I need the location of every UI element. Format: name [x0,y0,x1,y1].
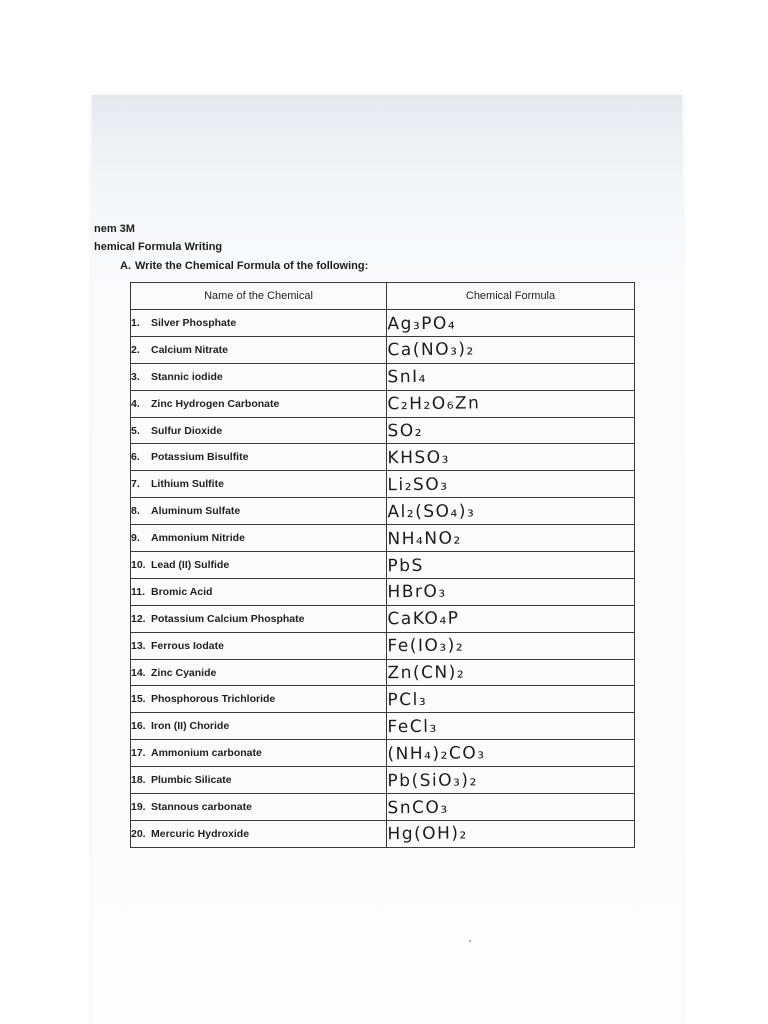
table-row [131,363,635,390]
handwritten-formula: NH₄NO₂ [386,528,462,550]
course-heading: nem 3M [94,223,135,235]
chemical-name: Calcium Nitrate [151,343,229,356]
chemical-formula-cell [386,443,634,472]
table-row [131,578,635,605]
table-row [131,686,635,713]
chemical-formula-cell [386,712,634,741]
chemical-name: Sulfur Dioxide [151,424,223,437]
table-header-row [131,283,635,310]
chemical-formula-cell [386,470,634,499]
chemical-name-cell [131,498,387,525]
table-row [131,605,635,632]
chemical-name: Aluminum Sulfate [151,505,241,518]
row-number: 18. [131,774,146,787]
handwritten-formula: Zn(CN)₂ [386,662,465,684]
handwritten-formula: PCl₃ [386,690,427,711]
chemical-formula-cell [386,577,634,606]
handwritten-formula: (NH₄)₂CO₃ [386,743,486,765]
handwritten-formula: PbS [386,555,424,577]
chemical-name: Lithium Sulfite [151,478,224,491]
row-number: 14. [131,666,146,679]
chemical-name: Lead (II) Sulfide [151,558,230,571]
table-row [131,498,635,525]
row-number: 8. [131,505,140,518]
column-header-name: Name of the Chemical [131,283,387,310]
chemical-name-cell [131,336,387,363]
chemical-name-cell [131,659,387,686]
chemical-name-cell [131,390,387,417]
handwritten-formula: Hg(OH)₂ [386,824,468,846]
chemical-formula-cell [386,362,634,391]
chemical-name: Zinc Hydrogen Carbonate [151,397,280,410]
row-number: 19. [131,800,146,813]
chemical-name: Plumbic Silicate [151,774,232,787]
chemical-name-cell [131,310,387,337]
row-number: 12. [131,612,146,625]
chemical-name: Bromic Acid [151,585,213,598]
chemical-name: Ferrous Iodate [151,639,224,652]
chemical-name-cell [131,605,387,632]
table-row [131,336,635,363]
row-number: 7. [131,478,140,491]
chemical-formula-cell [386,819,634,848]
chemical-name: Zinc Cyanide [151,666,217,679]
chemical-formula-cell [386,335,634,364]
row-number: 15. [131,693,146,706]
chemical-name-cell [131,767,387,794]
chemical-name: Stannous carbonate [151,800,252,813]
chemical-name-cell [131,363,387,390]
chemical-formula-cell [386,389,634,418]
row-number: 10. [131,558,146,571]
chemical-formula-cell [386,496,634,525]
chemical-formula-cell [386,792,634,821]
chemical-formula-cell [386,308,634,337]
table-row [131,794,635,821]
table-row [131,390,635,417]
handwritten-formula: Al₂(SO₄)₃ [386,501,475,523]
table-row [131,713,635,740]
chemical-name-cell [131,820,387,847]
table-row [131,767,635,794]
row-number: 6. [131,451,140,464]
chemical-name: Silver Phosphate [151,316,237,329]
chemical-formula-cell [386,416,634,445]
table-row [131,632,635,659]
chemical-name: Mercuric Hydroxide [151,827,250,840]
handwritten-formula: SnCO₃ [386,797,449,819]
chemical-formula-cell [386,550,634,579]
formula-table [130,282,635,848]
chemical-name: Potassium Bisulfite [151,451,249,464]
row-number: 5. [131,424,140,437]
handwritten-formula: SnI₄ [386,367,427,389]
row-number: 1. [131,316,140,329]
row-number: 17. [131,747,146,760]
handwritten-formula: Fe(IO₃)₂ [386,636,464,657]
chemical-formula-cell [386,658,634,687]
row-number: 2. [131,343,140,356]
instruction [120,260,368,272]
chemical-name-cell [131,525,387,552]
chemical-formula-cell [386,738,634,767]
instruction-letter: A. [120,260,131,272]
chemical-name-cell [131,794,387,821]
chemical-formula-cell [386,604,634,633]
table-row [131,525,635,552]
chemical-name-cell [131,686,387,713]
chemical-name-cell [131,740,387,767]
handwritten-formula: Li₂SO₃ [386,474,449,496]
handwritten-formula: KHSO₃ [386,448,450,469]
chemical-name: Iron (II) Choride [151,720,230,733]
row-number: 11. [131,585,146,598]
table-row [131,417,635,444]
handwritten-formula: FeCl₃ [386,717,438,738]
table-row [131,552,635,579]
chemical-name-cell [131,578,387,605]
table-row [131,659,635,686]
chemical-name-cell [131,471,387,498]
row-number: 13. [131,639,146,652]
chemical-name-cell [131,632,387,659]
chemical-name: Stannic iodide [151,370,223,383]
chemical-name-cell [131,417,387,444]
chemical-formula-cell [386,631,634,660]
table-row [131,444,635,471]
column-header-formula: Chemical Formula [387,283,635,310]
handwritten-formula: HBrO₃ [386,582,447,604]
chemical-name-cell [131,552,387,579]
row-number: 4. [131,397,140,410]
worksheet-title: hemical Formula Writing [94,241,223,253]
chemical-name-cell [131,444,387,471]
chemical-name-cell [131,713,387,740]
chemical-name: Ammonium Nitride [151,532,245,545]
table-row [131,740,635,767]
chemical-name: Phosphorous Trichloride [151,693,276,706]
table-row [131,820,635,847]
row-number: 3. [131,370,140,383]
chemical-formula-cell [386,765,634,794]
row-number: 20. [131,827,146,840]
handwritten-formula: SO₂ [386,421,423,442]
row-number: 16. [131,720,146,733]
chemical-name: Potassium Calcium Phosphate [151,612,305,625]
handwritten-formula: Pb(SiO₃)₂ [386,770,478,792]
row-number: 9. [131,532,140,545]
handwritten-formula: Ca(NO₃)₂ [386,340,475,362]
chemical-formula-cell [386,685,634,714]
table-row [131,471,635,498]
handwritten-formula: Ag₃PO₄ [386,313,456,335]
handwritten-formula: CaKO₄P [386,609,460,631]
paper-speck [469,940,471,942]
chemical-formula-cell [386,523,634,552]
chemical-name: Ammonium carbonate [151,747,262,760]
table-row [131,310,635,337]
instruction-text: Write the Chemical Formula of the following: [135,260,369,272]
handwritten-formula: C₂H₂O₆Zn [386,393,481,415]
